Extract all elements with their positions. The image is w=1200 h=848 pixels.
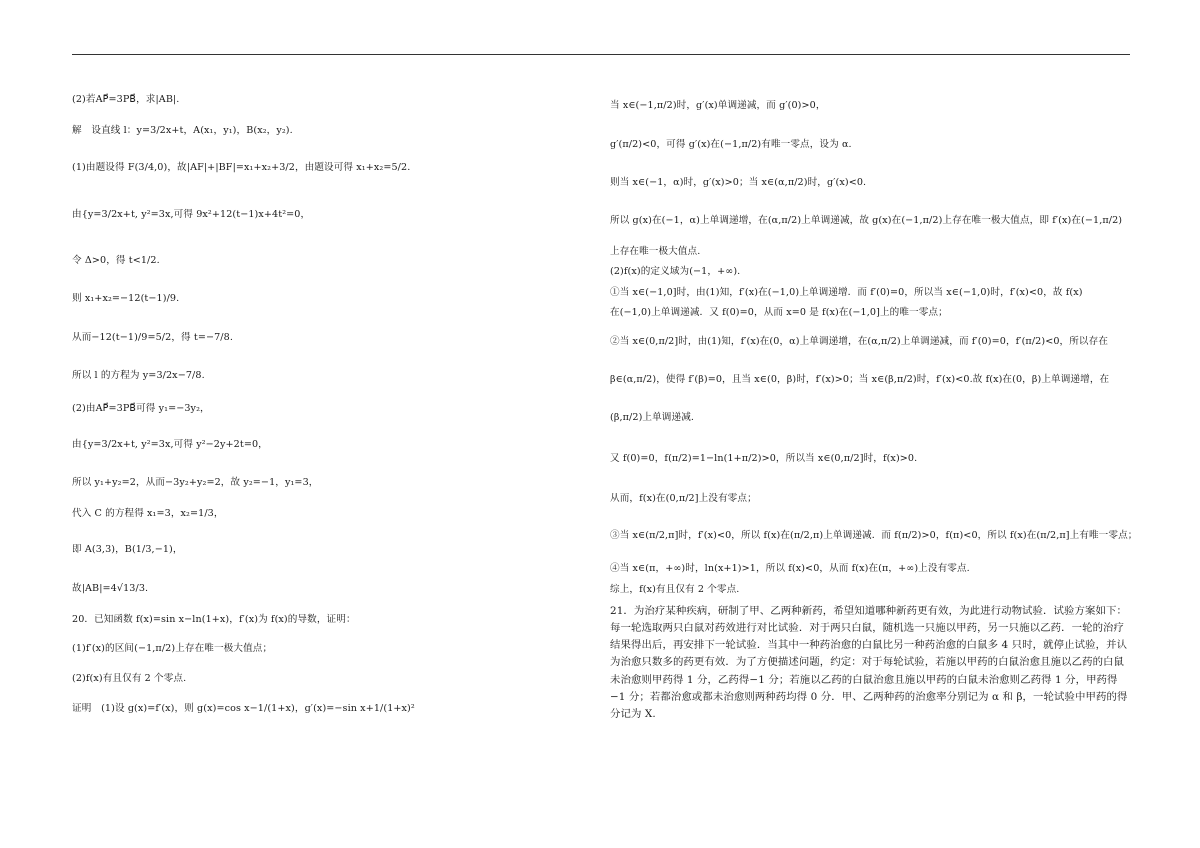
text-line: (2)f(x)的定义域为(−1，+∞). xyxy=(610,266,741,277)
text-line: 又 f(0)=0，f(π/2)=1−ln(1+π/2)>0，所以当 x∈(0,π/2]时，f(x)>0. xyxy=(610,453,918,464)
text-line: 则 x₁+x₂=−12(t−1)/9. xyxy=(72,293,180,304)
text-line: 则当 x∈(−1，α)时，g′(x)>0；当 x∈(α,π/2)时，g′(x)<0. xyxy=(610,177,867,188)
text-line: 在(−1,0)上单调递减．又 f(0)=0，从而 x=0 是 f(x)在(−1,0]上的唯一零点； xyxy=(610,307,948,318)
text-line: ①当 x∈(−1,0]时，由(1)知，f′(x)在(−1,0)上单调递增．而 f′(0)=0，所以当 x∈(−1,0)时，f′(x)<0，故 f(x) xyxy=(610,287,1083,298)
text-line: (1)由题设得 F(3/4,0)，故|AF|+|BF|=x₁+x₂+3/2，由题设可得 x₁+x₂=5/2. xyxy=(72,162,411,173)
text-line: (2)f(x)有且仅有 2 个零点. xyxy=(72,673,187,684)
text-line: 证明 (1)设 g(x)=f′(x)，则 g(x)=cos x−1/(1+x)，g′(x)=−sin x+1/(1+x)² xyxy=(72,703,415,714)
text-line: (1)f′(x)的区间(−1,π/2)上存在唯一极大值点； xyxy=(72,643,273,654)
text-line: (2)由AP⃗=3PB⃗可得 y₁=−3y₂， xyxy=(72,403,210,414)
text-line: 故|AB|=4√13/3. xyxy=(72,583,149,594)
text-line: (β,π/2)上单调递减. xyxy=(610,412,695,423)
text-line: g′(π/2)<0，可得 g′(x)在(−1,π/2)有唯一零点，设为 α. xyxy=(610,139,852,150)
header-rule xyxy=(72,54,1130,55)
text-line: 令 Δ>0，得 t<1/2. xyxy=(72,255,160,266)
text-line: 当 x∈(−1,π/2)时，g′(x)单调递减，而 g′(0)>0， xyxy=(610,100,826,111)
text-line: β∈(α,π/2)，使得 f′(β)=0，且当 x∈(0，β)时，f′(x)>0；当 x∈(β,π/2)时，f′(x)<0.故 f(x)在(0，β)上单调递增，在 xyxy=(610,374,1110,385)
text-line: 代入 C 的方程得 x₁=3，x₂=1/3， xyxy=(72,508,224,519)
problem-20-statement: 20．已知函数 f(x)=sin x−ln(1+x)，f′(x)为 f(x)的导数，证明： xyxy=(72,614,356,625)
text-line: 从而−12(t−1)/9=5/2，得 t=−7/8. xyxy=(72,332,233,343)
text-line: ④当 x∈(π，+∞)时，ln(x+1)>1，所以 f(x)<0，从而 f(x)在(π，+∞)上没有零点. xyxy=(610,563,970,574)
problem-21-statement: 21．为治疗某种疾病，研制了甲、乙两种新药，希望知道哪种新药更有效，为此进行动物试验．试验方案如下：每一轮选取两只白鼠对药效进行对比试验．对于两只白鼠，随机选一只施以甲药，另一只施以乙药．一轮的治疗结果得出后，再安排下一轮试验．当其中一种药治愈的白鼠比另一种药治愈的白鼠多 4 只时，就停止试验，并认为治愈只数多的药更有效．为了方便描述问题，约定：对于每轮试验，若施以甲药的白鼠治愈且施以乙药的白鼠未治愈则甲药得 1 分，乙药得−1 分；若施以乙药的白鼠治愈且施以甲药的白鼠未治愈则乙药得 1 分，甲药得−1 分；若都治愈或都未治愈则两种药均得 0 分．甲、乙两种药的治愈率分别记为 α 和 β，一轮试验中甲药的得分记为 X. xyxy=(610,605,1128,720)
text-line: ③当 x∈(π/2,π]时，f′(x)<0，所以 f(x)在(π/2,π)上单调递减．而 f(π/2)>0，f(π)<0，所以 f(x)在(π/2,π]上有唯一零点； xyxy=(610,530,1138,541)
text-line: (2)若AP⃗=3PB⃗，求|AB|. xyxy=(72,94,180,105)
text-line: 即 A(3,3)，B(1/3,−1)， xyxy=(72,544,183,555)
text-line: 解 设直线 l：y=3/2x+t，A(x₁，y₁)，B(x₂，y₂). xyxy=(72,125,293,136)
text-line: 上存在唯一极大值点. xyxy=(610,246,701,257)
text-line: 所以 y₁+y₂=2，从而−3y₂+y₂=2，故 y₂=−1，y₁=3， xyxy=(72,477,319,488)
text-line: 综上，f(x)有且仅有 2 个零点. xyxy=(610,584,740,595)
text-line: 由{y=3/2x+t, y²=3x,可得 y²−2y+2t=0， xyxy=(72,439,268,450)
text-line: 由{y=3/2x+t, y²=3x,可得 9x²+12(t−1)x+4t²=0， xyxy=(72,209,311,220)
text-line: ②当 x∈(0,π/2]时，由(1)知，f′(x)在(0，α)上单调递增，在(α,π/2)上单调递减，而 f′(0)=0，f′(π/2)<0，所以存在 xyxy=(610,336,1109,347)
text-line: 所以 l 的方程为 y=3/2x−7/8. xyxy=(72,370,205,381)
text-line: 从而，f(x)在(0,π/2]上没有零点； xyxy=(610,493,757,504)
text-line: 所以 g(x)在(−1，α)上单调递增，在(α,π/2)上单调递减，故 g(x)在(−1,π/2)上存在唯一极大值点，即 f′(x)在(−1,π/2) xyxy=(610,215,1123,226)
